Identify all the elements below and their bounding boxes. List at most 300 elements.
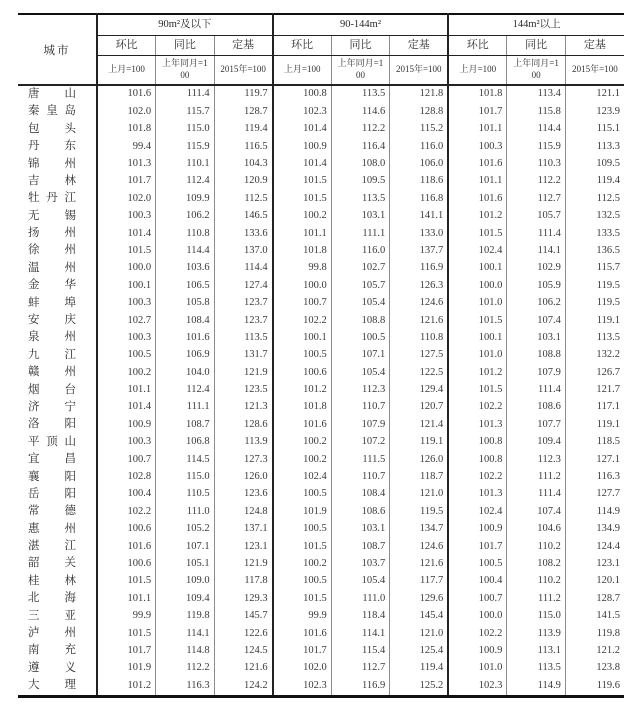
value-cell: 115.2 xyxy=(390,121,449,138)
metric-header-yoy: 同比 xyxy=(331,36,390,56)
value-cell: 100.3 xyxy=(97,434,156,451)
value-cell: 101.8 xyxy=(273,399,332,416)
table-row xyxy=(18,260,624,277)
city-name: 北 海 xyxy=(28,592,76,605)
value-cell: 119.1 xyxy=(565,312,624,329)
value-cell: 117.8 xyxy=(214,573,273,590)
value-cell: 123.7 xyxy=(214,312,273,329)
value-cell: 123.5 xyxy=(214,382,273,399)
city-cell xyxy=(18,625,97,642)
value-cell: 100.7 xyxy=(97,451,156,468)
value-cell: 108.7 xyxy=(156,416,215,433)
value-cell: 128.6 xyxy=(214,416,273,433)
value-cell: 132.2 xyxy=(565,347,624,364)
city-name: 无 锡 xyxy=(28,209,76,222)
value-cell: 105.9 xyxy=(507,277,566,294)
value-cell: 109.4 xyxy=(156,590,215,607)
table-row xyxy=(18,138,624,155)
value-cell: 111.2 xyxy=(507,469,566,486)
value-cell: 112.4 xyxy=(156,382,215,399)
city-cell xyxy=(18,260,97,277)
value-cell: 146.5 xyxy=(214,208,273,225)
value-cell: 124.4 xyxy=(565,538,624,555)
value-cell: 102.0 xyxy=(97,103,156,120)
value-cell: 100.1 xyxy=(448,260,507,277)
value-cell: 126.0 xyxy=(390,451,449,468)
metric-header-yoy: 同比 xyxy=(156,36,215,56)
value-cell: 106.9 xyxy=(156,347,215,364)
value-cell: 108.8 xyxy=(507,347,566,364)
value-cell: 100.5 xyxy=(448,556,507,573)
value-cell: 100.5 xyxy=(97,347,156,364)
value-cell: 112.4 xyxy=(156,173,215,190)
value-cell: 101.0 xyxy=(448,295,507,312)
city-cell xyxy=(18,173,97,190)
value-cell: 102.3 xyxy=(448,677,507,696)
value-cell: 119.8 xyxy=(156,608,215,625)
value-cell: 105.7 xyxy=(507,208,566,225)
value-cell: 106.0 xyxy=(390,156,449,173)
city-cell xyxy=(18,85,97,103)
table-row xyxy=(18,416,624,433)
value-cell: 107.1 xyxy=(156,538,215,555)
table-row xyxy=(18,208,624,225)
value-cell: 121.0 xyxy=(390,486,449,503)
city-name: 温 州 xyxy=(28,261,76,274)
value-cell: 115.0 xyxy=(507,608,566,625)
value-cell: 115.0 xyxy=(156,121,215,138)
value-cell: 103.7 xyxy=(331,556,390,573)
value-cell: 121.0 xyxy=(390,625,449,642)
value-cell: 111.2 xyxy=(507,590,566,607)
value-cell: 100.8 xyxy=(273,85,332,103)
value-cell: 100.9 xyxy=(273,138,332,155)
value-cell: 107.1 xyxy=(331,347,390,364)
value-cell: 108.4 xyxy=(331,486,390,503)
table-row xyxy=(18,190,624,207)
value-cell: 107.4 xyxy=(507,503,566,520)
value-cell: 99.4 xyxy=(97,138,156,155)
value-cell: 101.4 xyxy=(97,399,156,416)
value-cell: 119.1 xyxy=(565,416,624,433)
value-cell: 118.4 xyxy=(331,608,390,625)
table-row xyxy=(18,243,624,260)
city-cell xyxy=(18,156,97,173)
value-cell: 119.4 xyxy=(565,173,624,190)
value-cell: 112.7 xyxy=(507,190,566,207)
value-cell: 108.7 xyxy=(331,538,390,555)
value-cell: 106.2 xyxy=(507,295,566,312)
city-cell xyxy=(18,103,97,120)
value-cell: 100.0 xyxy=(97,260,156,277)
value-cell: 99.9 xyxy=(273,608,332,625)
value-cell: 100.0 xyxy=(448,277,507,294)
value-cell: 100.7 xyxy=(273,295,332,312)
table-row xyxy=(18,590,624,607)
value-cell: 102.2 xyxy=(448,469,507,486)
base-header-prev-month: 上月=100 xyxy=(448,56,507,86)
value-cell: 99.9 xyxy=(97,608,156,625)
value-cell: 110.2 xyxy=(507,538,566,555)
value-cell: 115.4 xyxy=(331,643,390,660)
value-cell: 127.5 xyxy=(390,347,449,364)
value-cell: 113.5 xyxy=(331,190,390,207)
value-cell: 101.5 xyxy=(448,312,507,329)
value-cell: 123.1 xyxy=(565,556,624,573)
value-cell: 101.9 xyxy=(273,503,332,520)
value-cell: 126.3 xyxy=(390,277,449,294)
city-cell xyxy=(18,382,97,399)
city-name: 泸 州 xyxy=(28,627,76,640)
city-cell xyxy=(18,312,97,329)
value-cell: 103.1 xyxy=(331,208,390,225)
value-cell: 100.3 xyxy=(97,208,156,225)
value-cell: 114.1 xyxy=(331,625,390,642)
value-cell: 119.5 xyxy=(390,503,449,520)
value-cell: 101.6 xyxy=(97,85,156,103)
value-cell: 101.8 xyxy=(448,85,507,103)
value-cell: 112.2 xyxy=(331,121,390,138)
value-cell: 101.5 xyxy=(273,190,332,207)
value-cell: 113.9 xyxy=(507,625,566,642)
value-cell: 110.7 xyxy=(331,469,390,486)
value-cell: 101.6 xyxy=(448,156,507,173)
city-cell xyxy=(18,208,97,225)
table-row xyxy=(18,329,624,346)
value-cell: 100.1 xyxy=(97,277,156,294)
value-cell: 121.1 xyxy=(565,85,624,103)
value-cell: 134.9 xyxy=(565,521,624,538)
value-cell: 123.1 xyxy=(214,538,273,555)
value-cell: 112.5 xyxy=(565,190,624,207)
metric-header-mom: 环比 xyxy=(448,36,507,56)
city-name: 大 理 xyxy=(28,679,76,692)
value-cell: 107.9 xyxy=(507,364,566,381)
city-cell xyxy=(18,538,97,555)
value-cell: 114.9 xyxy=(565,503,624,520)
city-cell xyxy=(18,295,97,312)
value-cell: 103.1 xyxy=(507,329,566,346)
value-cell: 131.7 xyxy=(214,347,273,364)
city-name: 韶 关 xyxy=(28,557,76,570)
value-cell: 123.6 xyxy=(214,486,273,503)
value-cell: 127.3 xyxy=(214,451,273,468)
value-cell: 116.3 xyxy=(565,469,624,486)
value-cell: 127.7 xyxy=(565,486,624,503)
value-cell: 110.7 xyxy=(331,399,390,416)
value-cell: 124.5 xyxy=(214,643,273,660)
city-name: 金 华 xyxy=(28,279,76,292)
value-cell: 114.8 xyxy=(156,643,215,660)
value-cell: 127.1 xyxy=(565,451,624,468)
value-cell: 99.8 xyxy=(273,260,332,277)
value-cell: 114.1 xyxy=(507,243,566,260)
value-cell: 101.6 xyxy=(273,416,332,433)
value-cell: 101.2 xyxy=(273,382,332,399)
city-cell xyxy=(18,608,97,625)
value-cell: 114.5 xyxy=(156,451,215,468)
value-cell: 103.6 xyxy=(156,260,215,277)
value-cell: 101.4 xyxy=(97,225,156,242)
value-cell: 124.8 xyxy=(214,503,273,520)
value-cell: 101.4 xyxy=(273,121,332,138)
value-cell: 100.2 xyxy=(273,556,332,573)
value-cell: 100.4 xyxy=(97,486,156,503)
base-header-same-month-last-year: 上年同月=100 xyxy=(156,56,215,86)
value-cell: 117.1 xyxy=(565,399,624,416)
value-cell: 113.1 xyxy=(507,643,566,660)
value-cell: 115.1 xyxy=(565,121,624,138)
value-cell: 115.7 xyxy=(156,103,215,120)
value-cell: 110.2 xyxy=(507,573,566,590)
value-cell: 121.2 xyxy=(565,643,624,660)
value-cell: 100.3 xyxy=(97,329,156,346)
table-row xyxy=(18,347,624,364)
city-name: 徐 州 xyxy=(28,244,76,257)
value-cell: 101.2 xyxy=(97,677,156,696)
value-cell: 100.9 xyxy=(97,416,156,433)
value-cell: 116.5 xyxy=(214,138,273,155)
metric-header-fixed-base: 定基 xyxy=(390,36,449,56)
city-name: 三 亚 xyxy=(28,609,76,622)
value-cell: 111.4 xyxy=(507,225,566,242)
value-cell: 110.3 xyxy=(507,156,566,173)
value-cell: 109.5 xyxy=(331,173,390,190)
value-cell: 100.2 xyxy=(273,434,332,451)
value-cell: 102.9 xyxy=(507,260,566,277)
city-name: 蚌 埠 xyxy=(28,296,76,309)
city-cell xyxy=(18,469,97,486)
city-cell xyxy=(18,277,97,294)
value-cell: 111.4 xyxy=(507,382,566,399)
value-cell: 118.5 xyxy=(565,434,624,451)
value-cell: 121.7 xyxy=(565,382,624,399)
value-cell: 116.3 xyxy=(156,677,215,696)
value-cell: 113.3 xyxy=(565,138,624,155)
value-cell: 121.3 xyxy=(214,399,273,416)
value-cell: 101.7 xyxy=(448,538,507,555)
value-cell: 101.3 xyxy=(448,416,507,433)
table-row xyxy=(18,573,624,590)
city-name: 九 江 xyxy=(28,348,76,361)
value-cell: 124.2 xyxy=(214,677,273,696)
value-cell: 119.4 xyxy=(390,660,449,677)
value-cell: 109.5 xyxy=(565,156,624,173)
value-cell: 100.7 xyxy=(448,590,507,607)
value-cell: 102.4 xyxy=(448,503,507,520)
value-cell: 137.0 xyxy=(214,243,273,260)
city-name: 遵 义 xyxy=(28,661,76,674)
value-cell: 129.4 xyxy=(390,382,449,399)
city-name: 济 宁 xyxy=(28,400,76,413)
table-row xyxy=(18,382,624,399)
value-cell: 105.4 xyxy=(331,573,390,590)
value-cell: 101.5 xyxy=(97,243,156,260)
value-cell: 105.4 xyxy=(331,364,390,381)
value-cell: 101.6 xyxy=(156,329,215,346)
city-cell xyxy=(18,434,97,451)
value-cell: 100.5 xyxy=(273,521,332,538)
city-cell xyxy=(18,416,97,433)
value-cell: 119.5 xyxy=(565,277,624,294)
value-cell: 123.8 xyxy=(565,660,624,677)
base-header-prev-month: 上月=100 xyxy=(97,56,156,86)
value-cell: 109.4 xyxy=(507,434,566,451)
city-cell xyxy=(18,521,97,538)
value-cell: 133.6 xyxy=(214,225,273,242)
value-cell: 114.6 xyxy=(331,103,390,120)
value-cell: 133.0 xyxy=(390,225,449,242)
value-cell: 105.8 xyxy=(156,295,215,312)
value-cell: 107.9 xyxy=(331,416,390,433)
value-cell: 111.0 xyxy=(156,503,215,520)
value-cell: 122.6 xyxy=(214,625,273,642)
city-name: 烟 台 xyxy=(28,383,76,396)
value-cell: 121.6 xyxy=(390,312,449,329)
value-cell: 104.6 xyxy=(507,521,566,538)
value-cell: 101.9 xyxy=(97,660,156,677)
table-body xyxy=(18,85,624,696)
value-cell: 101.1 xyxy=(97,590,156,607)
value-cell: 126.7 xyxy=(565,364,624,381)
value-cell: 115.7 xyxy=(565,260,624,277)
value-cell: 111.0 xyxy=(331,590,390,607)
value-cell: 128.7 xyxy=(214,103,273,120)
value-cell: 128.8 xyxy=(390,103,449,120)
value-cell: 100.2 xyxy=(273,208,332,225)
value-cell: 104.3 xyxy=(214,156,273,173)
base-header-same-month-last-year: 上年同月=100 xyxy=(507,56,566,86)
value-cell: 101.7 xyxy=(97,643,156,660)
value-cell: 107.2 xyxy=(331,434,390,451)
value-cell: 102.3 xyxy=(273,103,332,120)
value-cell: 117.7 xyxy=(390,573,449,590)
table-header xyxy=(18,14,624,85)
table-row xyxy=(18,660,624,677)
value-cell: 145.4 xyxy=(390,608,449,625)
value-cell: 106.5 xyxy=(156,277,215,294)
value-cell: 121.8 xyxy=(390,85,449,103)
value-cell: 100.1 xyxy=(273,329,332,346)
value-cell: 121.9 xyxy=(214,556,273,573)
city-name: 洛 阳 xyxy=(28,418,76,431)
city-cell xyxy=(18,138,97,155)
metric-header-fixed-base: 定基 xyxy=(565,36,624,56)
value-cell: 124.6 xyxy=(390,538,449,555)
city-cell xyxy=(18,486,97,503)
value-cell: 100.9 xyxy=(448,521,507,538)
value-cell: 112.2 xyxy=(507,173,566,190)
city-name: 南 充 xyxy=(28,644,76,657)
value-cell: 134.7 xyxy=(390,521,449,538)
metric-header-yoy: 同比 xyxy=(507,36,566,56)
value-cell: 100.5 xyxy=(273,347,332,364)
metric-header-mom: 环比 xyxy=(273,36,332,56)
value-cell: 110.8 xyxy=(390,329,449,346)
value-cell: 100.5 xyxy=(273,486,332,503)
city-cell xyxy=(18,643,97,660)
value-cell: 102.0 xyxy=(273,660,332,677)
table-row xyxy=(18,121,624,138)
city-cell xyxy=(18,121,97,138)
table-row xyxy=(18,103,624,120)
value-cell: 114.4 xyxy=(507,121,566,138)
value-cell: 133.5 xyxy=(565,225,624,242)
city-name: 岳 阳 xyxy=(28,487,76,500)
city-name: 湛 江 xyxy=(28,540,76,553)
value-cell: 119.5 xyxy=(565,295,624,312)
value-cell: 100.0 xyxy=(273,277,332,294)
table-row xyxy=(18,643,624,660)
table-row xyxy=(18,503,624,520)
value-cell: 132.5 xyxy=(565,208,624,225)
city-cell xyxy=(18,329,97,346)
city-name: 包 头 xyxy=(28,122,76,135)
value-cell: 116.0 xyxy=(390,138,449,155)
value-cell: 119.6 xyxy=(565,677,624,696)
value-cell: 110.8 xyxy=(156,225,215,242)
value-cell: 100.5 xyxy=(273,573,332,590)
value-cell: 114.1 xyxy=(156,625,215,642)
value-cell: 109.0 xyxy=(156,573,215,590)
value-cell: 128.7 xyxy=(565,590,624,607)
value-cell: 102.2 xyxy=(273,312,332,329)
value-cell: 136.5 xyxy=(565,243,624,260)
value-cell: 127.4 xyxy=(214,277,273,294)
table-row xyxy=(18,399,624,416)
table-row xyxy=(18,677,624,696)
value-cell: 100.3 xyxy=(448,138,507,155)
value-cell: 102.7 xyxy=(331,260,390,277)
value-cell: 101.7 xyxy=(97,173,156,190)
value-cell: 108.0 xyxy=(331,156,390,173)
value-cell: 121.9 xyxy=(214,364,273,381)
city-name: 唐 山 xyxy=(28,87,76,100)
value-cell: 116.8 xyxy=(390,190,449,207)
value-cell: 101.5 xyxy=(273,538,332,555)
value-cell: 111.1 xyxy=(156,399,215,416)
city-cell xyxy=(18,364,97,381)
city-cell xyxy=(18,399,97,416)
value-cell: 107.4 xyxy=(507,312,566,329)
value-cell: 137.1 xyxy=(214,521,273,538)
value-cell: 100.2 xyxy=(97,364,156,381)
city-name: 宜 昌 xyxy=(28,453,76,466)
table-row xyxy=(18,434,624,451)
value-cell: 125.2 xyxy=(390,677,449,696)
table-row xyxy=(18,556,624,573)
value-cell: 112.3 xyxy=(331,382,390,399)
value-cell: 121.6 xyxy=(214,660,273,677)
city-name: 襄 阳 xyxy=(28,470,76,483)
table-row xyxy=(18,451,624,468)
base-header-2015: 2015年=100 xyxy=(214,56,273,86)
value-cell: 102.7 xyxy=(97,312,156,329)
value-cell: 101.1 xyxy=(97,382,156,399)
value-cell: 113.5 xyxy=(214,329,273,346)
value-cell: 129.6 xyxy=(390,590,449,607)
city-name: 桂 林 xyxy=(28,574,76,587)
city-name: 秦 皇 岛 xyxy=(28,105,76,118)
value-cell: 101.7 xyxy=(273,643,332,660)
value-cell: 103.1 xyxy=(331,521,390,538)
value-cell: 125.4 xyxy=(390,643,449,660)
metric-header-mom: 环比 xyxy=(97,36,156,56)
value-cell: 102.2 xyxy=(448,625,507,642)
value-cell: 119.8 xyxy=(565,625,624,642)
group-header-144-and-above: 144m²以上 xyxy=(448,14,624,36)
value-cell: 105.4 xyxy=(331,295,390,312)
